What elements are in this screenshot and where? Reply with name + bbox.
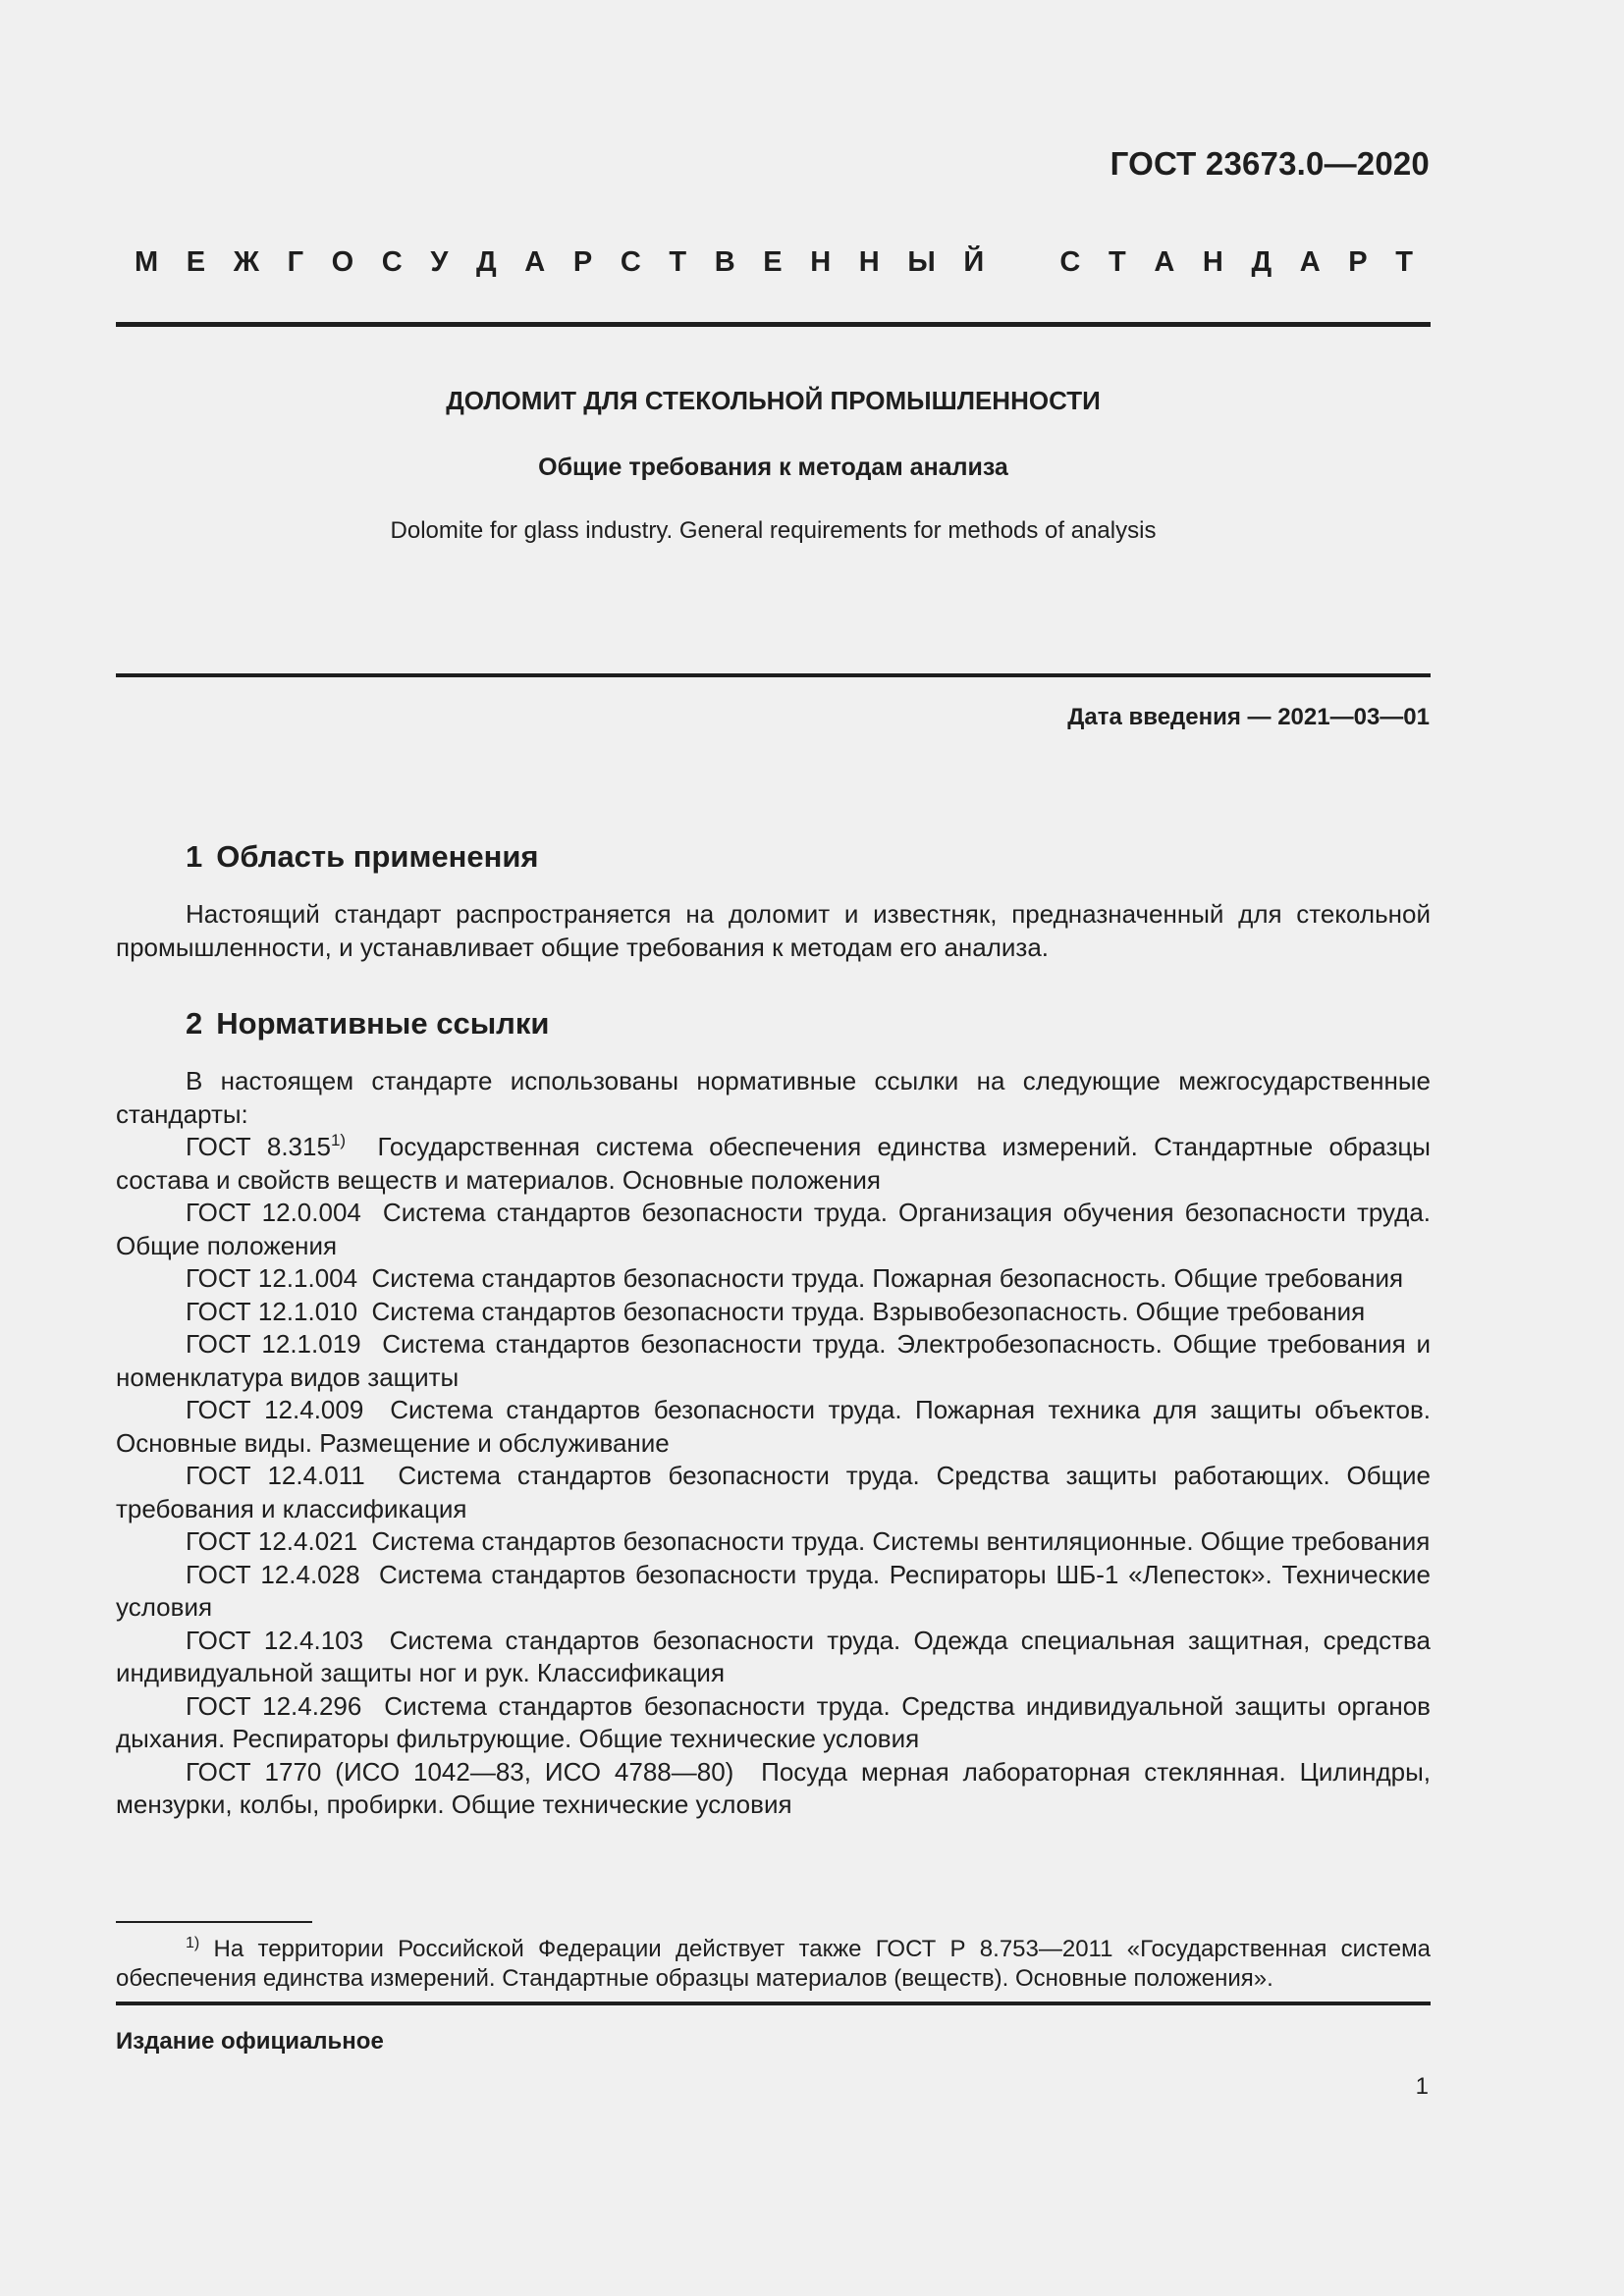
banner-letter: Е bbox=[763, 246, 783, 278]
header-rule bbox=[116, 322, 1431, 327]
section-1-heading bbox=[186, 839, 539, 875]
banner-letter: О bbox=[331, 246, 354, 278]
document-subtitle: Общие требования к методам анализа bbox=[538, 454, 1008, 481]
banner-letter: Т bbox=[1395, 246, 1413, 278]
reference-item bbox=[116, 1328, 1431, 1394]
banner-letter: Н bbox=[858, 246, 880, 278]
page-number: 1 bbox=[1415, 2073, 1429, 2100]
banner-letter: Р bbox=[1348, 246, 1368, 278]
reference-code: ГОСТ 12.4.296 bbox=[186, 1690, 362, 1721]
reference-item bbox=[116, 1559, 1431, 1625]
reference-title: Система стандартов безопасности труда. Респираторы ШБ-1 «Лепесток». Технические условия bbox=[116, 1559, 1431, 1622]
reference-item bbox=[116, 1460, 1431, 1525]
reference-title: Посуда мерная лабораторная стеклянная. Цилиндры, мензурки, колбы, пробирки. Общие технические условия bbox=[116, 1756, 1431, 1819]
banner-letter: С bbox=[1059, 246, 1081, 278]
reference-code: ГОСТ 8.315 bbox=[186, 1132, 331, 1161]
reference-item bbox=[116, 1131, 1431, 1197]
reference-item bbox=[116, 1197, 1431, 1262]
section-title: Нормативные ссылки bbox=[216, 1006, 550, 1041]
footnote-separator bbox=[116, 1921, 312, 1923]
banner-letter: Ы bbox=[907, 246, 936, 278]
banner-letter: Г bbox=[287, 246, 304, 278]
reference-title: Система стандартов безопасности труда. Системы вентиляционные. Общие требования bbox=[371, 1526, 1431, 1556]
reference-title: Система стандартов безопасности труда. Одежда специальная защитная, средства индивидуальной защиты ног и рук. Классификация bbox=[116, 1625, 1431, 1687]
reference-title: Система стандартов безопасности труда. Средства индивидуальной защиты органов дыхания. Респираторы фильтрующие. Общие технические условия bbox=[116, 1690, 1431, 1753]
paragraph: В настоящем стандарте использованы нормативные ссылки на следующие межгосударственные стандарты: bbox=[116, 1066, 1431, 1129]
reference-item bbox=[116, 1690, 1431, 1756]
reference-title: Система стандартов безопасности труда. Организация обучения безопасности труда. Общие положения bbox=[116, 1198, 1432, 1260]
banner-letter: С bbox=[620, 246, 641, 278]
document-code: ГОСТ 23673.0—2020 bbox=[1110, 145, 1430, 182]
banner-letter: Н bbox=[810, 246, 832, 278]
reference-title: Система стандартов безопасности труда. Средства защиты работающих. Общие требования и классификация bbox=[116, 1461, 1431, 1523]
edition-label: Издание официальное bbox=[116, 2028, 384, 2055]
footnote bbox=[116, 1935, 1431, 1994]
reference-code: ГОСТ 12.4.011 bbox=[186, 1461, 365, 1490]
footnote-marker: 1) bbox=[330, 1131, 347, 1149]
reference-title: Система стандартов безопасности труда. Пожарная безопасность. Общие требования bbox=[371, 1263, 1404, 1293]
reference-code: ГОСТ 12.4.103 bbox=[186, 1625, 364, 1655]
banner-letter: Н bbox=[1202, 246, 1223, 278]
banner-letter: А bbox=[1299, 246, 1321, 278]
reference-code: ГОСТ 12.4.021 bbox=[186, 1526, 358, 1556]
banner-letter: Т bbox=[669, 246, 687, 278]
banner-letter: А bbox=[1154, 246, 1175, 278]
document-title: ДОЛОМИТ ДЛЯ СТЕКОЛЬНОЙ ПРОМЫШЛЕННОСТИ bbox=[446, 386, 1101, 415]
reference-title: Система стандартов безопасности труда. Электробезопасность. Общие требования и номенклатура видов защиты bbox=[116, 1329, 1431, 1392]
section-2-heading bbox=[186, 1006, 549, 1041]
reference-title: Система стандартов безопасности труда. Пожарная техника для защиты объектов. Основные виды. Размещение и обслуживание bbox=[116, 1395, 1432, 1458]
reference-item bbox=[116, 1625, 1431, 1690]
reference-title: Государственная система обеспечения единства измерений. Стандартные образцы состава и свойств веществ и материалов. Основные положения bbox=[116, 1132, 1431, 1195]
reference-item bbox=[116, 1296, 1431, 1329]
reference-code: ГОСТ 12.1.019 bbox=[186, 1329, 361, 1359]
paragraph: Настоящий стандарт распространяется на доломит и известняк, предназначенный для стекольной промышленности, и устанавливает общие требования к методам его анализа. bbox=[116, 899, 1431, 962]
banner-letter: Д bbox=[1251, 246, 1272, 278]
banner-letter: М bbox=[135, 246, 159, 278]
banner-letter: В bbox=[714, 246, 735, 278]
introduction-date: Дата введения — 2021—03—01 bbox=[1067, 704, 1430, 730]
english-title: Dolomite for glass industry. General requirements for methods of analysis bbox=[390, 517, 1157, 544]
reference-code: ГОСТ 12.1.004 bbox=[186, 1263, 358, 1293]
section-title: Область применения bbox=[216, 839, 539, 874]
banner-letter: Р bbox=[572, 246, 593, 278]
reference-item bbox=[116, 1525, 1431, 1559]
banner-letter: А bbox=[524, 246, 546, 278]
banner-letter: Ж bbox=[233, 246, 259, 278]
reference-code: ГОСТ 12.4.028 bbox=[186, 1559, 360, 1589]
reference-code: ГОСТ 12.0.004 bbox=[186, 1198, 361, 1227]
footnote-text: На территории Российской Федерации действует также ГОСТ Р 8.753—2011 «Государственная система обеспечения единства измерений. Стандартные образцы материалов (веществ). Основные положения». bbox=[116, 1936, 1431, 1992]
reference-title: Система стандартов безопасности труда. Взрывобезопасность. Общие требования bbox=[371, 1296, 1366, 1326]
reference-item bbox=[116, 1262, 1431, 1296]
section-2-body bbox=[116, 1065, 1431, 1822]
banner-letter: Т bbox=[1108, 246, 1126, 278]
banner-letter: Е bbox=[186, 246, 206, 278]
section-1-body bbox=[116, 898, 1431, 964]
reference-item bbox=[116, 1756, 1431, 1822]
reference-code: ГОСТ 1770 (ИСО 1042—83, ИСО 4788—80) bbox=[186, 1756, 734, 1787]
reference-code: ГОСТ 12.1.010 bbox=[186, 1296, 358, 1326]
banner-letter: Д bbox=[476, 246, 497, 278]
banner-letter: Й bbox=[963, 246, 985, 278]
reference-item bbox=[116, 1394, 1431, 1460]
footer-rule bbox=[116, 2002, 1431, 2005]
banner-letter bbox=[1012, 246, 1032, 279]
reference-code: ГОСТ 12.4.009 bbox=[186, 1395, 364, 1424]
title-rule bbox=[116, 673, 1431, 677]
banner-letter: У bbox=[430, 246, 449, 278]
section-number: 2 bbox=[186, 1006, 203, 1041]
section-number: 1 bbox=[186, 839, 203, 874]
interstate-standard-banner bbox=[135, 246, 1413, 279]
banner-letter: С bbox=[381, 246, 403, 278]
footnote-marker: 1) bbox=[186, 1935, 200, 1951]
